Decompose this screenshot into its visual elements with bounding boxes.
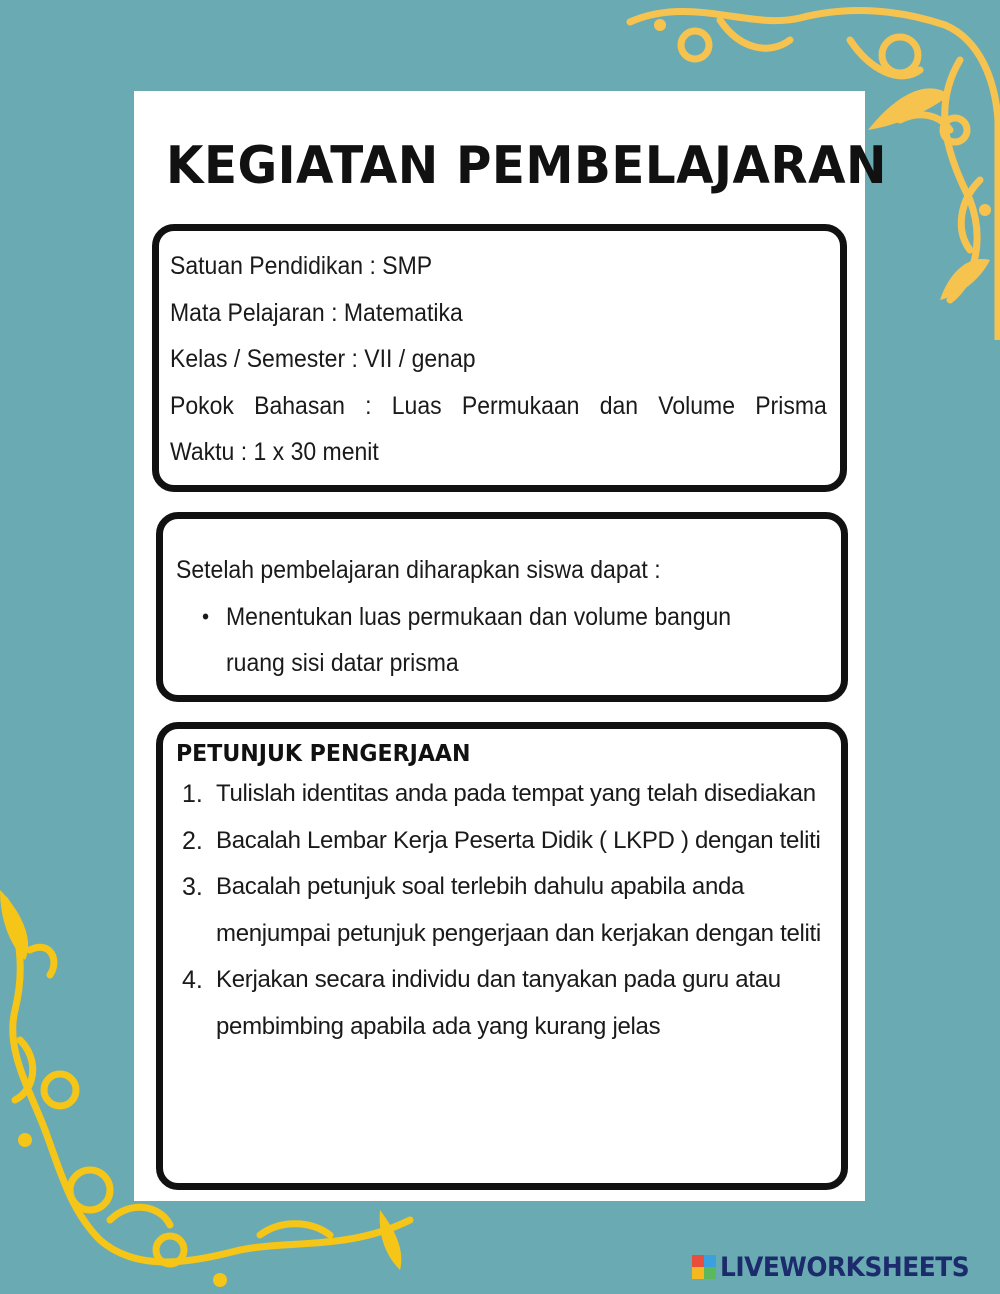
identity-line-topic xyxy=(170,383,827,430)
brand-name: LIVEWORKSHEETS xyxy=(720,1251,970,1283)
identity-box xyxy=(152,224,847,492)
step-number: 2. xyxy=(182,826,203,855)
objective-text-line: Menentukan luas permukaan dan volume bangun xyxy=(226,602,732,631)
objective-item xyxy=(202,594,827,687)
step-number: 3. xyxy=(182,873,203,901)
step-number: 1. xyxy=(182,780,203,808)
step-number: 4. xyxy=(182,966,203,994)
objective-text-line: ruang sisi datar prisma xyxy=(226,649,459,677)
step-text: Tulislah identitas anda pada tempat yang telah disediakan xyxy=(216,780,816,807)
identity-line-school: Satuan Pendidikan : SMP xyxy=(170,252,433,280)
topic-word: dan xyxy=(599,391,639,420)
identity-line-subject: Mata Pelajaran : Matematika xyxy=(170,298,463,327)
liveworksheets-logo-icon xyxy=(692,1255,716,1279)
step-text: Bacalah petunjuk soal terlebih dahulu apabila anda menjumpai petunjuk pengerjaan dan kerjakan dengan teliti xyxy=(216,873,821,947)
topic-word: Volume xyxy=(658,391,736,420)
step-text: Bacalah Lembar Kerja Peserta Didik ( LKPD ) dengan teliti xyxy=(216,826,821,854)
identity-line-time: Waktu : 1 x 30 menit xyxy=(170,438,379,466)
instruction-step xyxy=(176,864,831,957)
objectives-box xyxy=(156,512,848,702)
topic-word: Prisma xyxy=(755,391,827,420)
liveworksheets-brand[interactable] xyxy=(692,1250,991,1284)
instructions-box xyxy=(156,722,848,1190)
instruction-step xyxy=(176,771,831,818)
objectives-intro: Setelah pembelajaran diharapkan siswa dapat : xyxy=(176,556,661,584)
topic-word: Bahasan xyxy=(254,391,345,420)
topic-word: Pokok xyxy=(170,391,234,420)
page-title: KEGIATAN PEMBELAJARAN xyxy=(166,136,887,196)
instructions-list xyxy=(176,771,831,1050)
bullet-dot-icon: • xyxy=(202,603,210,629)
instructions-heading: PETUNJUK PENGERJAAN xyxy=(176,741,471,767)
identity-line-class: Kelas / Semester : VII / genap xyxy=(170,345,476,373)
instruction-step xyxy=(176,818,831,865)
step-text: Kerjakan secara individu dan tanyakan pada guru atau pembimbing apabila ada yang kurang jelas xyxy=(216,966,781,1040)
topic-word: Permukaan xyxy=(461,391,580,420)
instruction-step xyxy=(176,957,831,1050)
topic-word: : xyxy=(365,391,372,420)
topic-word: Luas xyxy=(391,391,442,420)
